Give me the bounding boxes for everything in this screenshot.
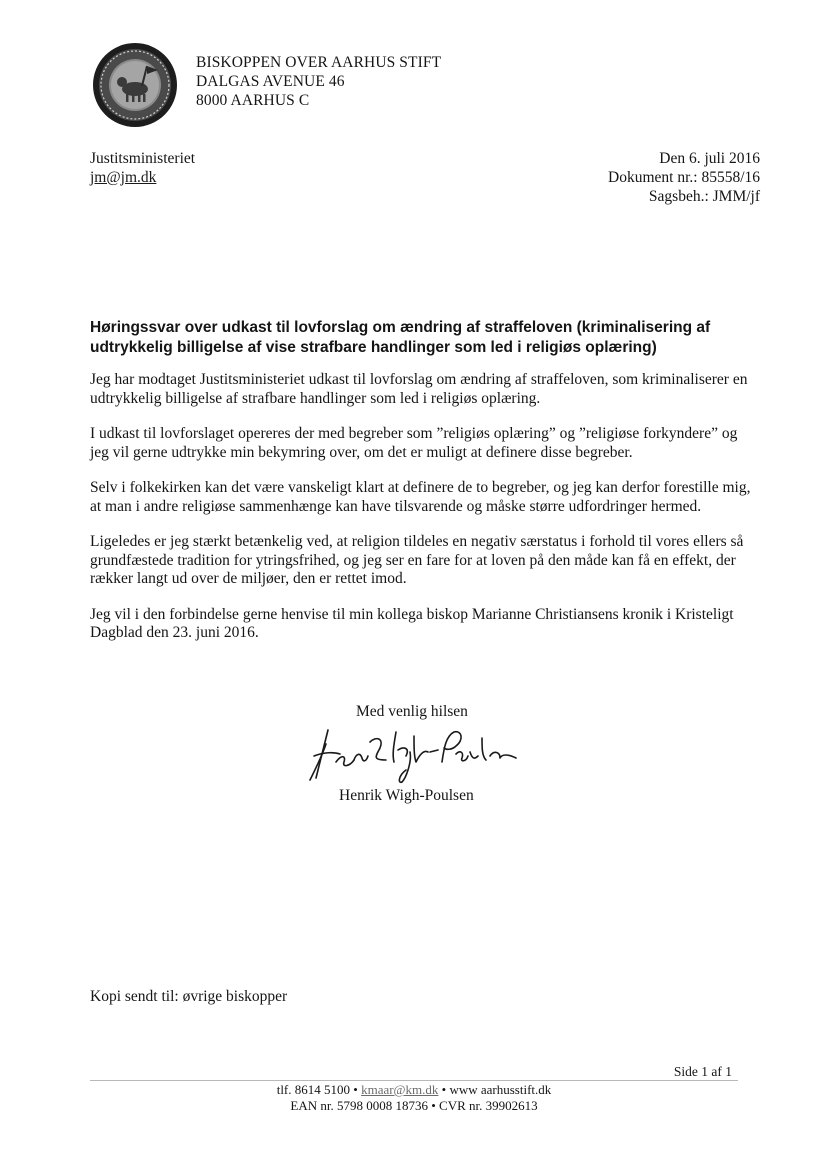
footer-website[interactable]: www aarhusstift.dk [449, 1082, 552, 1097]
body-paragraph: Selv i folkekirken kan det være vanskeligt klart at definere de to begreber, og jeg kan derfor forestille mig, at man i andre religiøse sammenhænge kan have tilsvarende og måske større udfordringer hermed. [90, 479, 751, 515]
sender-city: 8000 AARHUS C [196, 92, 310, 109]
recipient-name: Justitsministeriet [90, 150, 196, 167]
diocese-seal-logo [92, 42, 178, 128]
sender-name: BISKOPPEN OVER AARHUS STIFT [196, 54, 442, 71]
page-number: Side 1 af 1 [673, 1064, 732, 1079]
footer-divider [90, 1080, 738, 1081]
document-number: Dokument nr.: 85558/16 [608, 169, 760, 186]
footer-phone: tlf. 8614 5100 [276, 1082, 351, 1097]
body-paragraph: Jeg har modtaget Justitsministeriet udkast til lovforslag om ændring af straffeloven, som kriminaliserer en udtrykkelig billigelse af strafbare handlinger som led i religiøs oplæring. [90, 371, 748, 407]
footer-contact-line [90, 1082, 738, 1098]
recipient-block [90, 149, 195, 187]
letter-heading: Høringssvar over udkast til lovforslag om ændring af straffeloven (kriminalisering af udtrykkelig billigelse af vise strafbare handlinger som led i religiøs oplæring) [90, 319, 711, 356]
footer-separator: • [350, 1082, 362, 1097]
letter-date: Den 6. juli 2016 [659, 150, 760, 167]
case-officer: Sagsbeh.: JMM/jf [648, 188, 760, 205]
footer-separator: • [427, 1098, 440, 1113]
letter-body [90, 371, 760, 660]
handwritten-signature [306, 722, 526, 788]
footer-email-link[interactable]: kmaar@km.dk [361, 1082, 439, 1097]
body-paragraph: Ligeledes er jeg stærkt betænkelig ved, at religion tildeles en negativ særstatus i forhold til vores ellers så grundfæstede tradition for ytringsfrihed, og jeg ser en fare for at loven på den måde kan få en effekt, der rækker langt ud over de miljøer, den er rettet imod. [90, 533, 744, 587]
signer-name: Henrik Wigh-Poulsen [339, 787, 474, 804]
footer-separator: • [438, 1082, 450, 1097]
body-paragraph: Jeg vil i den forbindelse gerne henvise til min kollega biskop Marianne Christiansens kronik i Kristeligt Dagblad den 23. juni 2016. [90, 605, 734, 641]
sender-street: DALGAS AVENUE 46 [196, 73, 345, 90]
body-paragraph: I udkast til lovforslaget opereres der med begreber som ”religiøs oplæring” og ”religiøse forkyndere” og jeg vil gerne udtrykke min bekymring over, om det er muligt at definere disse begreber. [90, 425, 738, 461]
sender-address [196, 53, 441, 110]
copy-note: Kopi sendt til: øvrige biskopper [90, 988, 288, 1005]
footer-registry-line [90, 1098, 738, 1114]
recipient-email-link[interactable]: jm@jm.dk [90, 169, 157, 186]
letter-meta [608, 149, 760, 206]
footer-ean: EAN nr. 5798 0008 18736 [290, 1098, 428, 1113]
footer-cvr: CVR nr. 39902613 [439, 1098, 538, 1113]
closing-salutation: Med venlig hilsen [356, 703, 468, 720]
page-footer [90, 1082, 738, 1114]
